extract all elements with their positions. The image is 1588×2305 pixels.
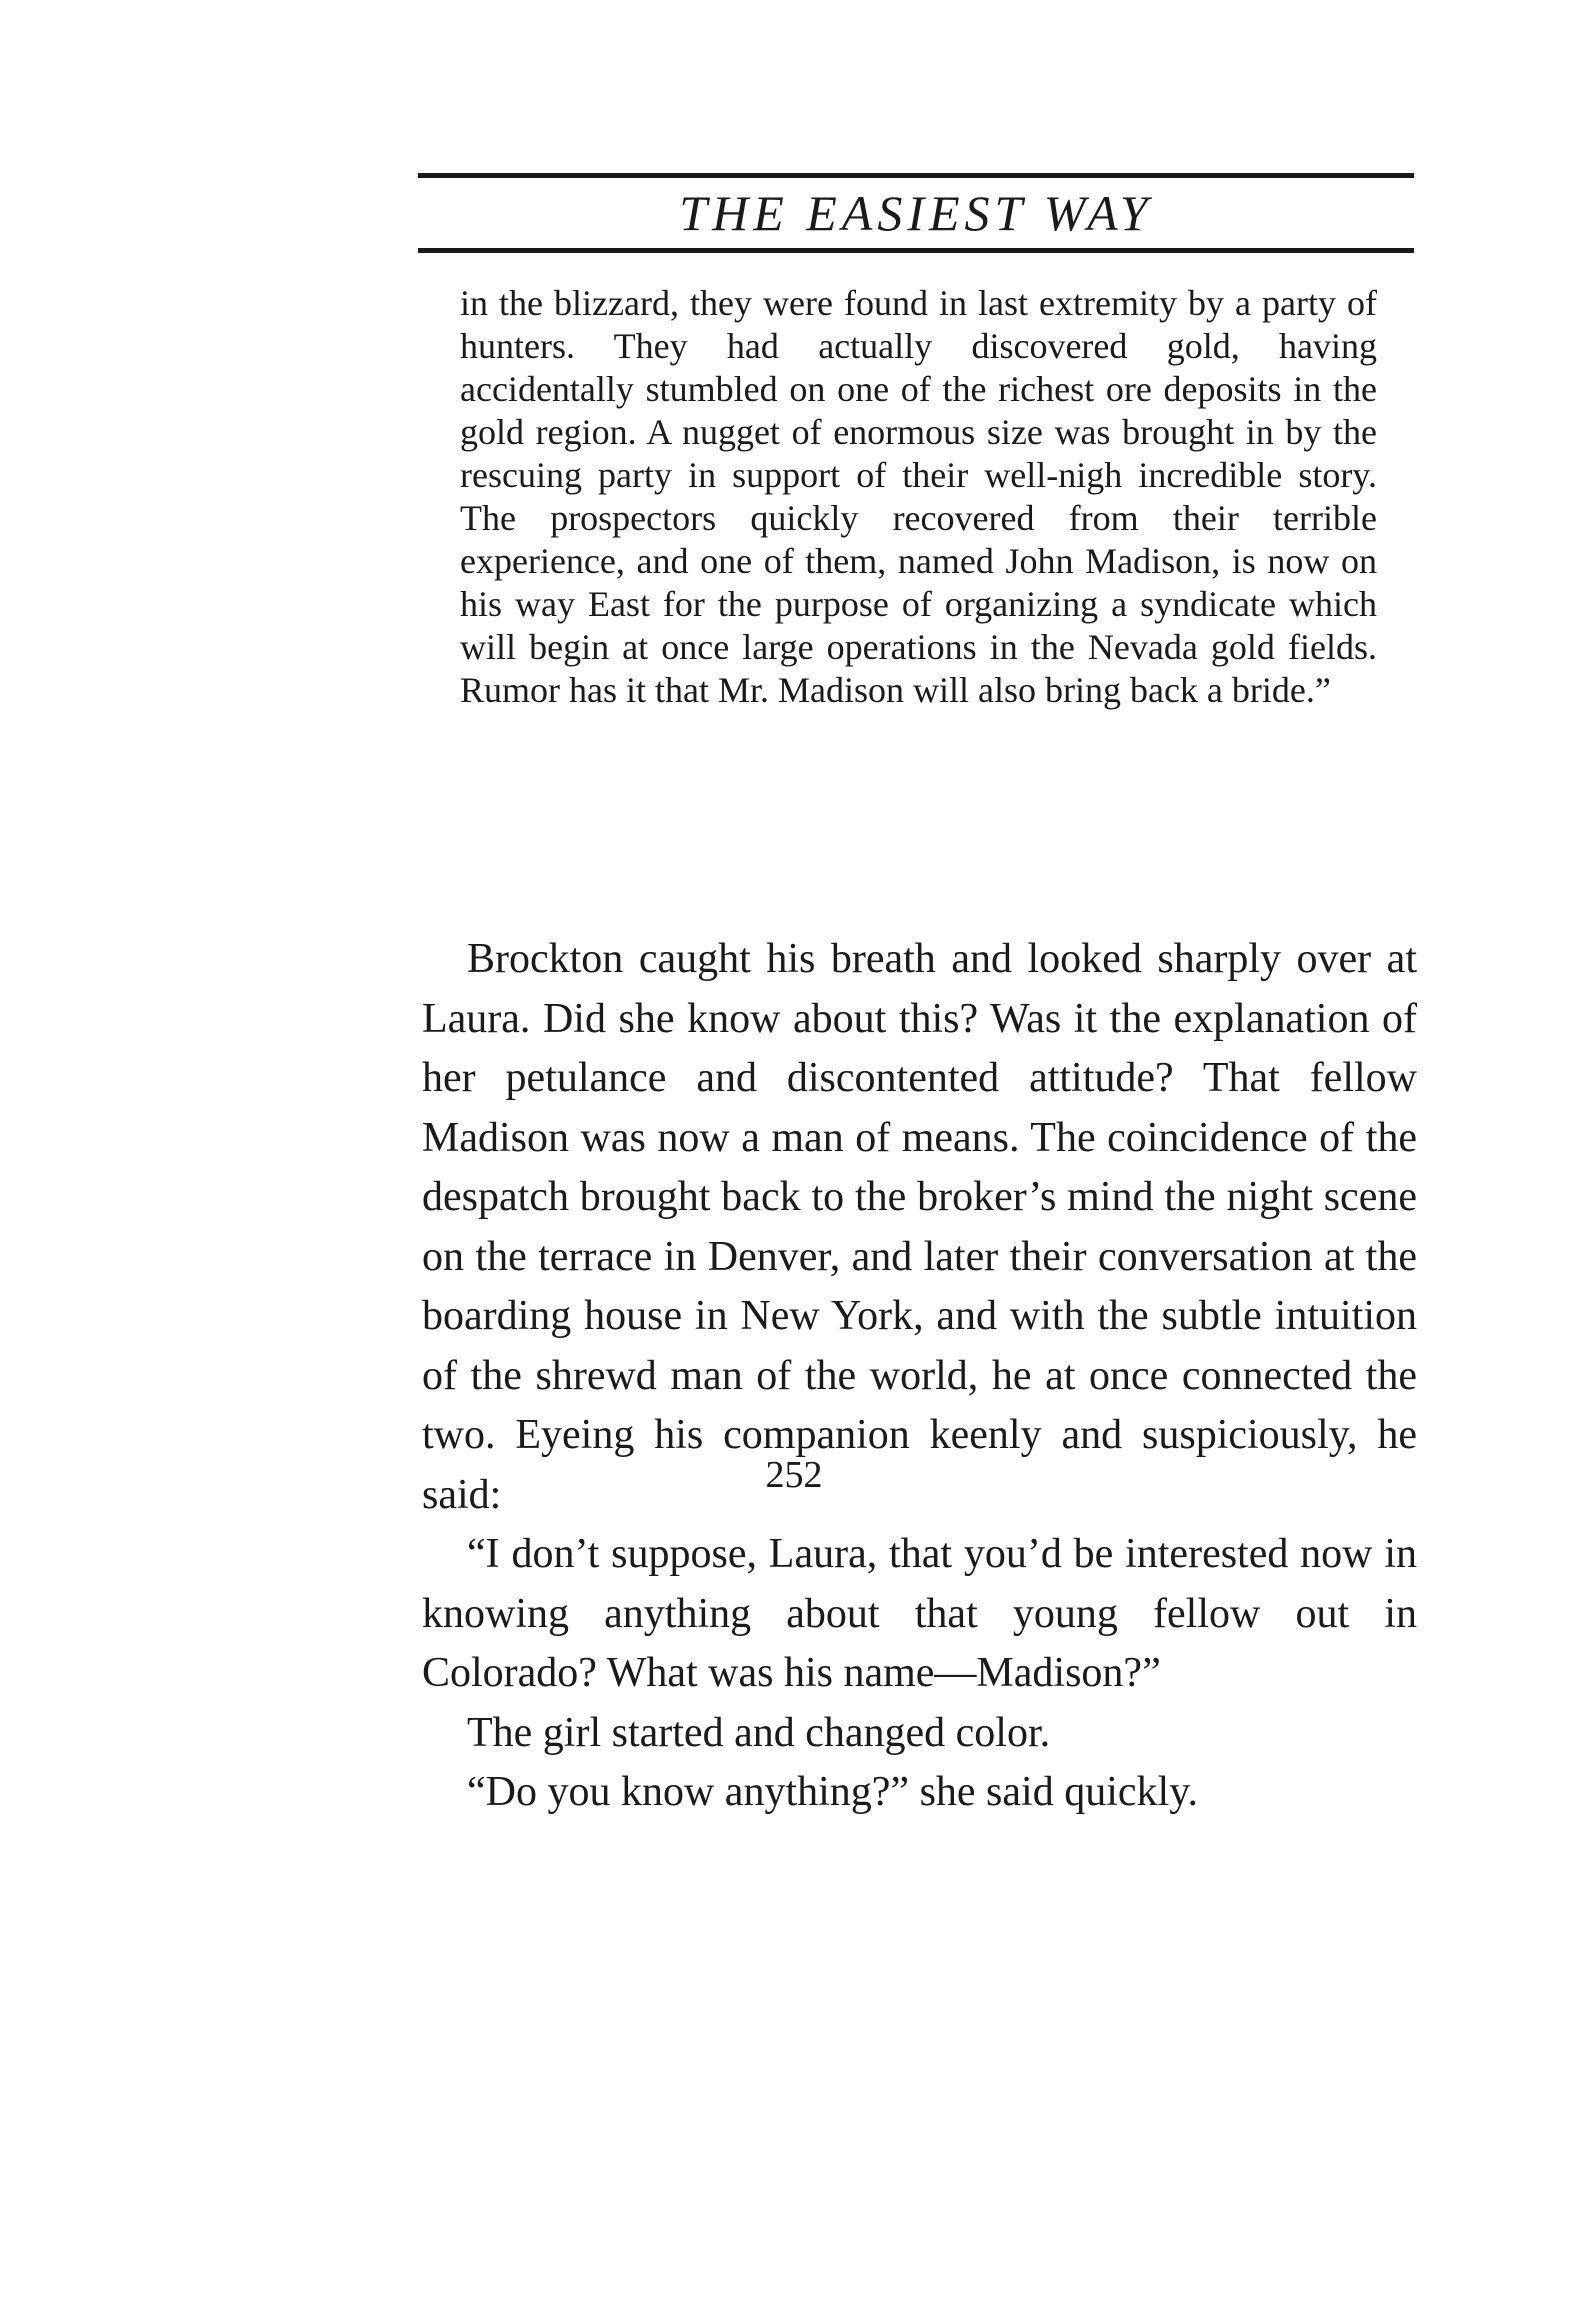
paragraph-brockton: Brockton caught his breath and looked sharply over at Laura. Did she know about this? Was it the explanation of her petulance and discontented attitude? That fellow Madison was now a man of means. The coincidence of the despatch brought back to the broker’s mind the night scene on the terrace in Denver, and later their conversation at the boarding house in New York, and with the subtle intuition of the shrewd man of the world, he at once connected the two. Eyeing his companion keenly and suspiciously, he said: [422, 936, 1417, 1518]
quoted-newspaper-paragraph: in the blizzard, they were found in last extremity by a party of hunters. They had actually discovered gold, having accidentally stumbled on one of the richest ore deposits in the gold region. A nugget of enormous size was brought in by the rescuing party in support of their well-nigh incredible story. The prospectors quickly recovered from their terrible experience, and one of them, named John Madison, is now on his way East for the purpose of organizing a syndicate which will begin at once large operations in the Nevada gold fields. Rumor has it that Mr. Madison will also bring back a bride.” [460, 283, 1377, 710]
paragraph-girl-started: The girl started and changed color. [467, 1709, 1051, 1756]
paragraph-dialogue-brockton: “I don’t suppose, Laura, that you’d be interested now in knowing anything about that young fellow out in Colorado? What was his name—Madison?” [422, 1531, 1417, 1696]
running-head: THE EASIEST WAY [679, 185, 1153, 241]
header-rule-bottom [418, 248, 1414, 253]
body-text [422, 930, 1417, 1823]
paragraph-dialogue-laura: “Do you know anything?” she said quickly. [467, 1769, 1198, 1815]
page-number: 252 [765, 1454, 823, 1496]
header-rule-top [418, 173, 1414, 178]
